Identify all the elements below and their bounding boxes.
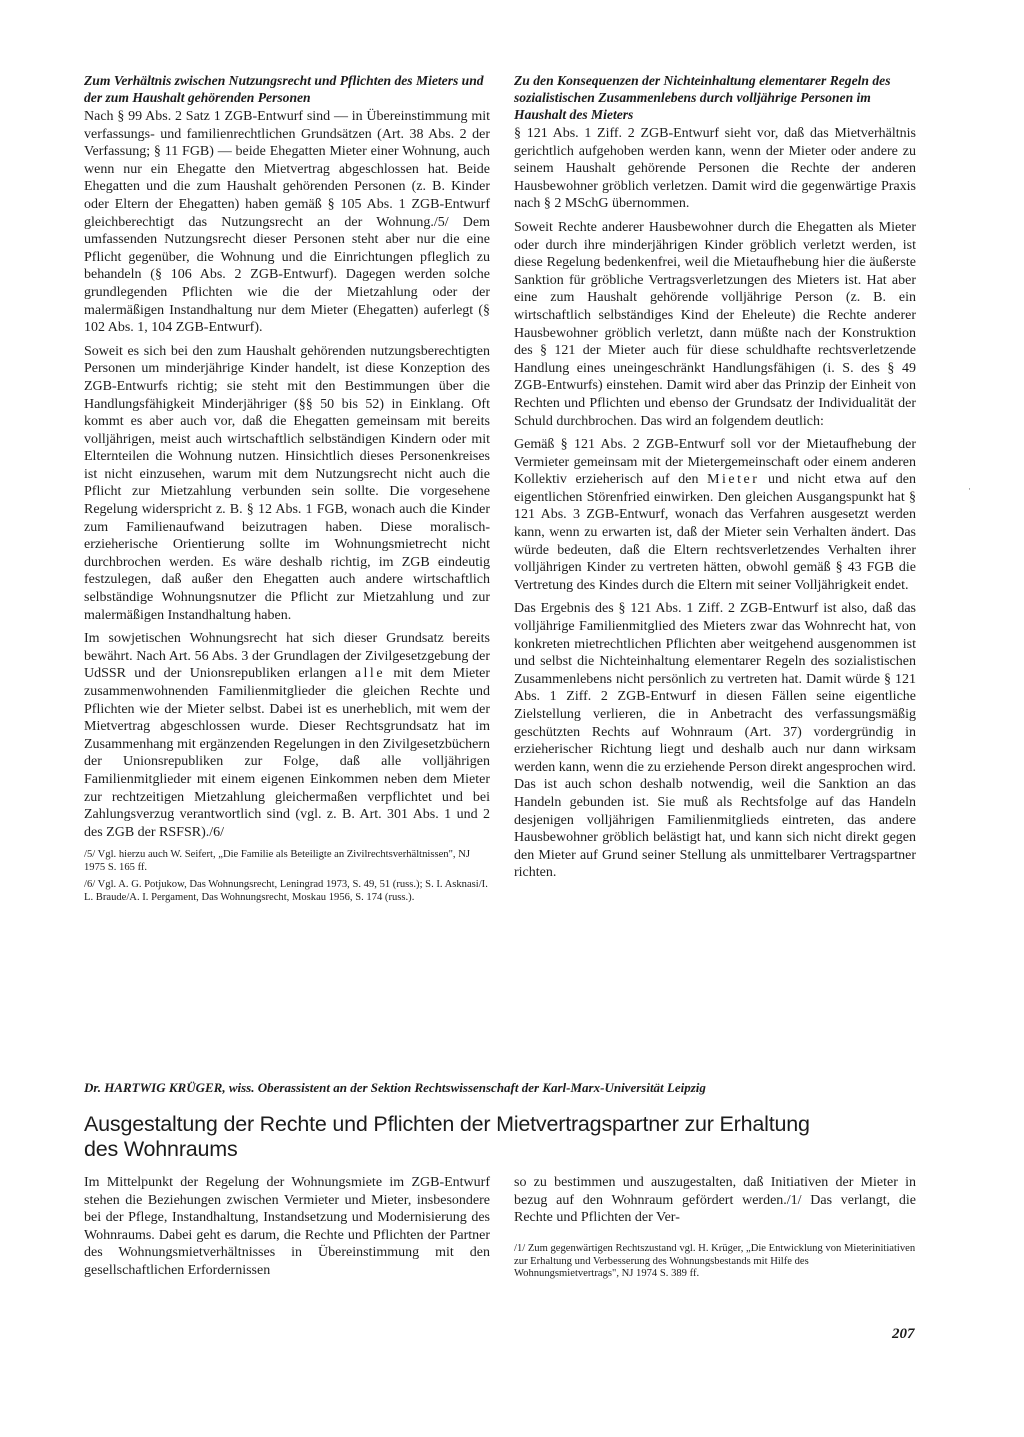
right-paragraph-3-end: und nicht etwa auf den eigentlichen Störenfried einwirken. Den gleichen Ausgangspunkt hat § 121 Abs. 3 ZGB-Entwurf, wonach das Verfahren ausgesetzt werden kann, wenn zu erwarten ist, daß der Mieter sein Verhalten ändert. Das würde bedeuten, daß die Eltern rechtsverletzendes Verhalten ihrer volljährigen Kinder zu vertreten hätten, obwohl gemäß § 43 FGB die Vertretung des Kindes durch die Eltern mit seiner Volljährigkeit endet. [514, 472, 917, 593]
right-paragraph-2: Soweit Rechte anderer Hausbewohner durch die Ehegatten als Mieter oder durch ihre minderjährigen Kinder gröblich verletzt werden, ist diese Regelung bedenkenfrei, weil die Mietaufhebung hier die äußerste Sanktion für gröbliche Vertragsverletzungen des Mieters ist. Hat aber eine zum Haushalt gehörende volljährige Person (z. B. ein wirtschaftlich selbständiges Kind der Eheleute) die Rechte anderer Hausbewohner gröblich verletzt, dann müßte nach der Konstruktion des § 121 der Mieter auch für diese schuldhafte rechtsverletzende Handlung eines uneingeschränkt Handlungsfähigen (i. S. des § 49 ZGB-Entwurfs) einstehen. Damit wird aber das Prinzip der Einheit von Rechten und Pflichten und ebenso der Grundsatz der Individualität der Schuld durchbrochen. Das wird an folgendem deutlich: [514, 219, 916, 429]
left-footnotes [84, 849, 490, 904]
article-paragraph-left: Im Mittelpunkt der Regelung der Wohnungsmiete im ZGB-Entwurf stehen die Beziehungen zwischen Vermieter und Mieter, insbesondere bei der Pflege, Instandhaltung, Instandsetzung und Modernisierung des Wohnraums. Dabei geht es darum, die Rechte und Pflichten der Partner des Wohnungsmietverhältnisses in Übereinstimmung mit den gesellschaftlichen Erfordernissen [84, 1175, 490, 1278]
article-title: Ausgestaltung der Rechte und Pflichten der Mietvertragspartner zur Erhaltung des Wohnraums [84, 1112, 810, 1161]
article-paragraph-right: so zu bestimmen und auszugestalten, daß Initiativen der Mieter in bezug auf den Wohnraum gefördert werden./1/ Das verlangt, die Rechte und Pflichten der Ver- [514, 1175, 916, 1226]
footnote-5: /5/ Vgl. hierzu auch W. Seifert, „Die Familie als Beteiligte an Zivilrechtsverhältnissen", NJ 1975 S. 165 ff. [84, 849, 470, 874]
left-paragraph-3-end: mit dem Mieter zusammenwohnenden Familienmitglieder die gleichen Rechte und Pflichten wie der Mieter selbst. Dabei ist es unerheblich, mit wem der Mietvertrag abgeschlossen wurde. Dieser Rechtsgrundsatz hat im Zusammenhang mit ergänzenden Regelungen in den Zivilgesetzbüchern der Unionsrepubliken zur Folge, daß alle volljährigen Familienmitglieder mit einem eigenen Einkommen neben dem Mieter zur rechtzeitigen Mietzahlung gleichermaßen verpflichtet und bei Zahlungsverzug verantwortlich sind (vgl. z. B. Art. 301 Abs. 1 und 2 des ZGB der RSFSR)./6/ [84, 666, 490, 840]
right-column [514, 72, 916, 888]
left-paragraph-2: Soweit es sich bei den zum Haushalt gehörenden nutzungsberechtigten Personen um minderjährige Kinder handelt, ist diese Konzeption des ZGB-Entwurfs richtig; sie steht mit den Bestimmungen über die Handlungsfähigkeit Minderjähriger (§§ 50 bis 52) in Einklang. Oft kommt es aber auch vor, daß die Ehegatten gemeinsam mit bereits volljährigen, meist auch wirtschaftlich selbständigen Kindern oder mit Elternteilen die Wohnung nutzen. Hinsichtlich dieses Personenkreises ist nicht einzusehen, warum mit dem Nutzungsrecht nicht auch die Pflicht zur Mietzahlung verbunden sein sollte. Die vorgesehene Regelung widerspricht z. B. § 12 Abs. 1 FGB, wonach auch die Kinder zum Familienaufwand beizutragen haben. Diese moralisch-erzieherische Orientierung sollte im Wohnungsmietrecht nicht durchbrochen werden. Es wäre deshalb richtig, im ZGB eindeutig festzulegen, daß außer den Ehegatten auch andere wirtschaftlich selbständige Wohnungsnutzer die Pflicht zur Mietzahlung und zur malermäßigen Instandhaltung haben. [84, 343, 490, 623]
article-right-column [514, 1174, 916, 1285]
article-footnotes [514, 1243, 916, 1281]
right-paragraph-3-start: Gemäß § 121 Abs. 2 ZGB-Entwurf soll vor der Mietaufhebung der Vermieter gemeinsam mit der Mietergemeinschaft oder einem anderen Kollektiv erzieherisch auf den [514, 437, 916, 488]
right-paragraph-3-spaced-word: Mieter [707, 472, 760, 488]
scan-speck: · [968, 484, 971, 494]
right-paragraph-1: § 121 Abs. 1 Ziff. 2 ZGB-Entwurf sieht vor, daß das Mietverhältnis gerichtlich aufgehoben werden kann, wenn der Mieter oder andere zu seinem Haushalt gehörende Personen die Rechte der anderen Hausbewohner gröblich verletzen. Damit wird die gegenwärtige Praxis nach § 2 MSchG übernommen. [514, 126, 916, 212]
section-heading-right: Zu den Konsequenzen der Nichteinhaltung elementarer Regeln des sozialistischen Zusammenlebens durch volljährige Personen im Haushalt des Mieters [514, 73, 891, 122]
left-paragraph-3-start: Im sowjetischen Wohnungsrecht hat sich dieser Grundsatz bereits bewährt. Nach Art. 56 Abs. 3 der Grundlagen der Zivilgesetzgebung der UdSSR und der Unionsrepubliken erlangen [84, 631, 490, 682]
article-left-column [84, 1174, 490, 1286]
right-paragraph-3 [514, 436, 916, 594]
page-number: 207 [892, 1326, 915, 1342]
right-paragraph-4: Das Ergebnis des § 121 Abs. 1 Ziff. 2 ZGB-Entwurf ist also, daß das volljährige Familienmitglied des Mieters zwar das Wohnrecht hat, von konkreten mietrechtlichen Pflichten aber weitgehend ausgenommen ist und selbst die Nichteinhaltung elementarer Regeln des sozialistischen Zusammenlebens nicht persönlich zu vertreten hat. Damit würde § 121 Abs. 1 Ziff. 2 ZGB-Entwurf in diesen Fällen seine eigentliche Zielstellung verlieren, die in Anbetracht des verfassungsmäßig geschützten Rechts auf Wohnraum (Art. 37) vordergründig in erzieherischer Richtung liegt und deshalb auch nur dann wirksam werden kann, wenn die zu erziehende Person direkt angesprochen wird. Das ist auch schon deshalb notwendig, weil die Sanktion an das Handeln gebunden ist. Sie muß als Rechtsfolge auf das Handeln desjenigen volljährigen Familienmitglieds eintreten, das andere Hausbewohner gröblich belästigt hat, und kann sich nicht direkt gegen den Mieter auf Grund seiner Stellung als unmittelbarer Vertragspartner richten. [514, 601, 916, 881]
footnote-1: /1/ Zum gegenwärtigen Rechtszustand vgl. H. Krüger, „Die Entwicklung von Mieterinitiativen zur Erhaltung und Verbesserung des Wohnungsbestands mit Hilfe des Wohnungsmietvertrags", NJ 1974 S. 389 ff. [514, 1242, 916, 1280]
left-paragraph-3-spaced-word: alle [354, 666, 386, 682]
left-column [84, 72, 490, 909]
left-paragraph-1: Nach § 99 Abs. 2 Satz 1 ZGB-Entwurf sind — in Übereinstimmung mit verfassungs- und familienrechtlichen Grundsätzen (Art. 38 Abs. 2 der Verfassung; § 11 FGB) — beide Ehegatten Mieter einer Wohnung, auch wenn nur ein Ehegatte den Mietvertrag abgeschlossen hat. Beide Ehegatten und die zum Haushalt gehörenden Personen (z. B. Kinder oder Eltern der Ehegatten) haben gemäß § 105 Abs. 1 ZGB-Entwurf gleichberechtigt das Nutzungsrecht an der Wohnung./5/ Dem umfassenden Nutzungsrecht dieser Personen steht aber nur die eine Pflicht gegenüber, die Wohnung und die Einrichtungen pfleglich zu behandeln (§ 106 Abs. 2 ZGB-Entwurf). Dagegen werden solche grundlegenden Pflichten wie die der Mietzahlung oder der malermäßigen Instandhaltung nur dem Mieter (Ehegatten) auferlegt (§ 102 Abs. 1, 104 ZGB-Entwurf). [84, 109, 490, 336]
author-line: Dr. HARTWIG KRÜGER, wiss. Oberassistent an der Sektion Rechtswissenschaft der Karl-Marx-Universität Leipzig [84, 1080, 706, 1095]
footnote-6: /6/ Vgl. A. G. Potjukow, Das Wohnungsrecht, Leningrad 1973, S. 49, 51 (russ.); S. I. Asknasi/I. L. Braude/A. I. Pergament, Das Wohnungsrecht, Moskau 1956, S. 174 (russ.). [84, 878, 488, 903]
section-heading-left: Zum Verhältnis zwischen Nutzungsrecht und Pflichten des Mieters und der zum Haushalt gehörenden Personen [84, 73, 484, 105]
left-paragraph-3 [84, 630, 490, 841]
